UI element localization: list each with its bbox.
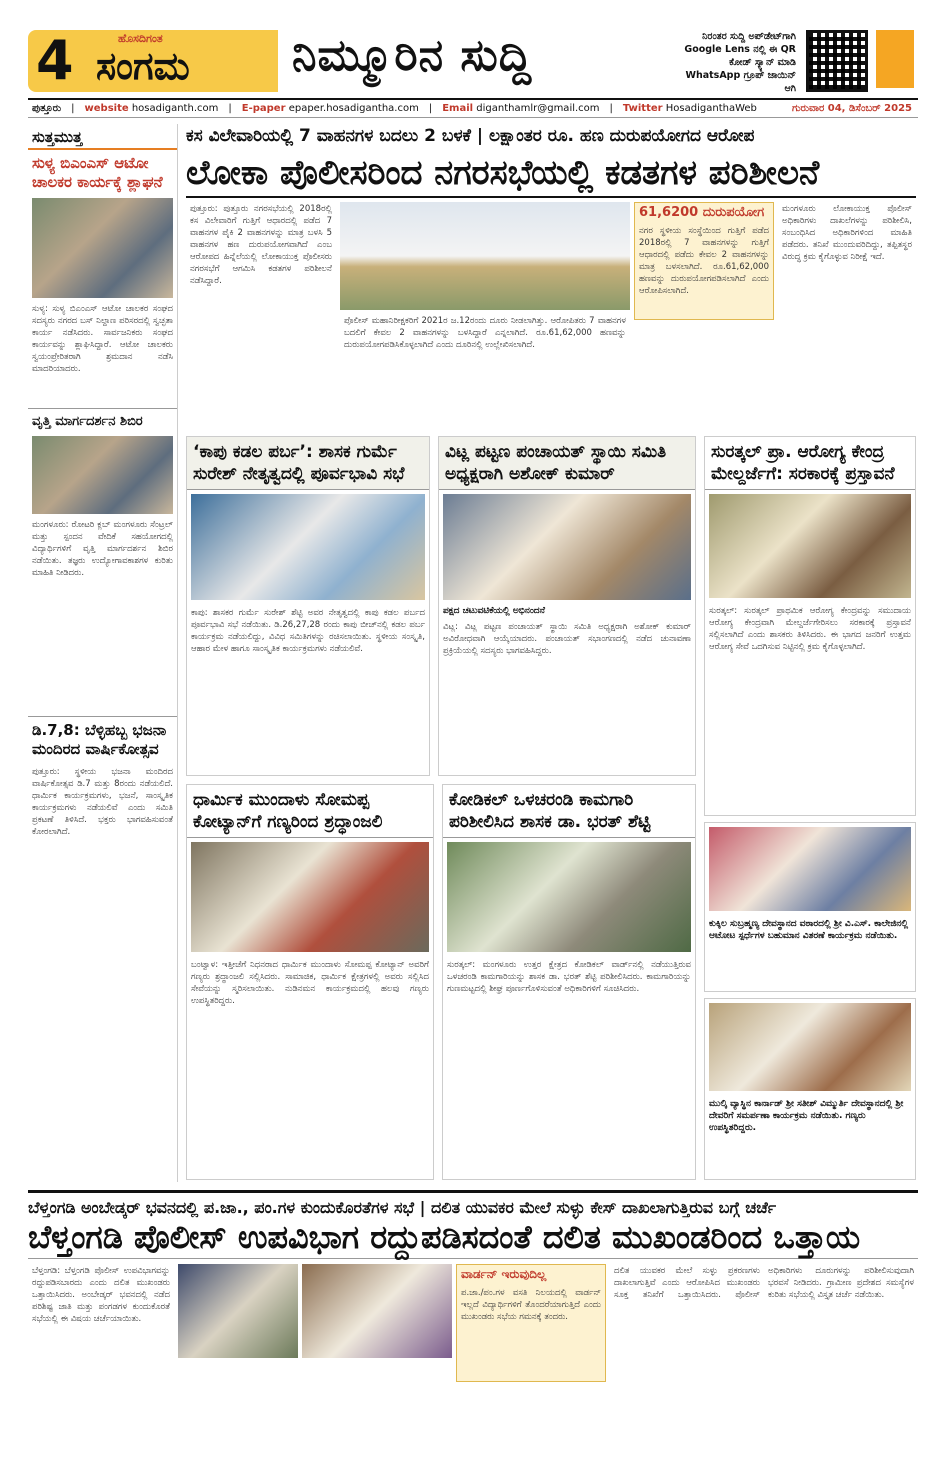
masthead bbox=[0, 0, 945, 96]
lead-highlight-figure: 61,6200 ದುರುಪಯೋಗ bbox=[639, 205, 765, 220]
photo-story-2 bbox=[704, 998, 916, 1180]
epaper-label: E-paper bbox=[241, 103, 286, 114]
photo-story-2-caption: ಮುಲ್ಕಿ ವ್ಯಾಸ್ಥಿನ ಕಾರ್ನಾಡ್ ಶ್ರೀ ಸತೀಶ್ ವಿಮ್ಮುರ್ತಿ ದೇವಸ್ಥಾನದಲ್ಲಿ ಶ್ರೀ ದೇವರಿಗೆ ಸಮರ್ಪಣಾ ಕಾರ್ಯಕ್ರಮ ನಡೆಯಿತು. ಗಣ್ಯರು ಉಪಸ್ಥಿತರಿದ್ದರು. bbox=[709, 1099, 904, 1133]
left-story2-headline[interactable]: ವೃತ್ತಿ ಮಾರ್ಗದರ್ಶನ ಶಿಬಿರ bbox=[28, 408, 177, 434]
email-link[interactable]: diganthamlr@gmail.com bbox=[476, 103, 600, 114]
accent-bar bbox=[876, 30, 914, 88]
left-story2-body: ಮಂಗಳೂರು: ರೋಟರಿ ಕ್ಲಬ್ ಮಂಗಳೂರು ಸೆಂಟ್ರಲ್ ಮತ್ತು ಸ್ಪಂದನ ವೇದಿಕೆ ಸಹಯೋಗದಲ್ಲಿ ವಿದ್ಯಾರ್ಥಿಗಳಿಗೆ ವೃತ್ತಿ ಮಾರ್ಗದರ್ಶನ ಶಿಬಿರ ನಡೆಯಿತು. ತಜ್ಞರು ಉದ್ಯೋಗಾವಕಾಶಗಳ ಕುರಿತು ಮಾಹಿತಿ ನೀಡಿದರು. bbox=[32, 520, 173, 578]
vitla-body: ವಿಟ್ಲ: ವಿಟ್ಲ ಪಟ್ಟಣ ಪಂಚಾಯತ್ ಸ್ಥಾಯಿ ಸಮಿತಿ ಅಧ್ಯಕ್ಷರಾಗಿ ಅಶೋಕ್ ಕುಮಾರ್ ಅವಿರೋಧವಾಗಿ ಆಯ್ಕೆಯಾದರು. ಪಂಚಾಯತ್ ಸಭಾಂಗಣದಲ್ಲಿ ನಡೆದ ಚುನಾವಣಾ ಪ್ರಕ್ರಿಯೆಯಲ್ಲಿ ಸದಸ್ಯರು ಭಾಗವಹಿಸಿದ್ದರು. bbox=[443, 622, 691, 656]
surathkal-story bbox=[704, 436, 916, 816]
left-story3-body: ಪುತ್ತೂರು: ಸ್ಥಳೀಯ ಭಜನಾ ಮಂದಿರದ ವಾರ್ಷಿಕೋತ್ಸವ ಡಿ.7 ಮತ್ತು 8ರಂದು ನಡೆಯಲಿದೆ. ಧಾರ್ಮಿಕ ಕಾರ್ಯಕ್ರಮಗಳು, ಭಜನೆ, ಸಾಂಸ್ಕೃತಿಕ ಕಾರ್ಯಕ್ರಮಗಳು ನಡೆಯಲಿವೆ ಎಂದು ಸಮಿತಿ ಪ್ರಕಟಣೆ ತಿಳಿಸಿದೆ. ಭಕ್ತರು ಭಾಗವಹಿಸುವಂತೆ ಕೋರಲಾಗಿದೆ. bbox=[32, 767, 173, 837]
email-label: Email bbox=[442, 103, 474, 114]
qr-code-icon[interactable] bbox=[806, 30, 868, 92]
issue-date: ಗುರುವಾರ 04, ಡಿಸೆಂಬರ್ 2025 bbox=[791, 103, 912, 114]
page-number: 4 bbox=[36, 29, 74, 92]
bottom-body-1: ಬೆಳ್ತಂಗಡಿ: ಬೆಳ್ತಂಗಡಿ ಪೊಲೀಸ್ ಉಪವಿಭಾಗವನ್ನು ರದ್ದುಪಡಿಸಬಾರದು ಎಂದು ದಲಿತ ಮುಖಂಡರು ಒತ್ತಾಯಿಸಿದರು. ಅಂಬೇಡ್ಕರ್ ಭವನದಲ್ಲಿ ನಡೆದ ಪರಿಶಿಷ್ಟ ಜಾತಿ ಮತ್ತು ಪಂಗಡಗಳ ಕುಂದುಕೊರತೆ ಸಭೆಯಲ್ಲಿ ಈ ವಿಷಯ ಚರ್ಚೆಯಾಯಿತು. bbox=[32, 1266, 170, 1324]
brand-name: ಹೊಸದಿಗಂತ bbox=[118, 32, 163, 45]
website-link[interactable]: hosadiganth.com bbox=[131, 103, 219, 114]
vitla-photo bbox=[443, 494, 691, 600]
photo-story-1 bbox=[704, 822, 916, 992]
left-story2-photo bbox=[32, 436, 173, 514]
left-story3-headline[interactable]: ಡಿ.7,8: ಬೆಳ್ಳಿಹಬ್ಬ ಭಜನಾ ಮಂದಿರದ ವಾರ್ಷಿಕೋತ್ಸವ bbox=[28, 716, 177, 763]
warden-body: ಪ.ಜಾ./ಪಂ.ಗಳ ವಸತಿ ನಿಲಯದಲ್ಲಿ ವಾರ್ಡನ್ ಇಲ್ಲದೆ ವಿದ್ಯಾರ್ಥಿಗಳಿಗೆ ತೊಂದರೆಯಾಗುತ್ತಿದೆ ಎಂದು ಮುಖಂಡರು ಸಭೆಯ ಗಮನಕ್ಕೆ ತಂದರು. bbox=[461, 1288, 601, 1322]
bottom-headline[interactable]: ಬೆಳ್ತಂಗಡಿ ಪೊಲೀಸ್ ಉಪವಿಭಾಗ ರದ್ದುಪಡಿಸದಂತೆ ದಲಿತ ಮುಖಂಡರಿಂದ ಒತ್ತಾಯ bbox=[28, 1216, 918, 1259]
twitter-link[interactable]: HosadiganthaWeb bbox=[665, 103, 757, 114]
twitter-label: Twitter bbox=[622, 103, 663, 114]
section-title: ಸಂಗಮ bbox=[96, 44, 190, 88]
vitla-story bbox=[438, 436, 696, 776]
left-story1-photo bbox=[32, 198, 173, 298]
kapu-body: ಕಾಪು: ಶಾಸಕರ ಗುರ್ಮೆ ಸುರೇಶ್ ಶೆಟ್ಟಿ ಅವರ ನೇತೃತ್ವದಲ್ಲಿ ಕಾಪು ಕಡಲ ಪರ್ಬದ ಪೂರ್ವಭಾವಿ ಸಭೆ ನಡೆಯಿತು. ಡಿ.26,27,28 ರಂದು ಕಾಪು ಬೀಚ್‌ನಲ್ಲಿ ಕಡಲ ಪರ್ಬ ಕಾರ್ಯಕ್ರಮ ನಡೆಯಲಿದ್ದು, ವಿವಿಧ ಸಮಿತಿಗಳನ್ನು ರಚಿಸಲಾಯಿತು. ಸ್ಥಳೀಯ ಸಂಸ್ಕೃತಿ, ಆಹಾರ ಮೇಳ ಹಾಗೂ ಸಾಂಸ್ಕೃತಿಕ ಕಾರ್ಯಕ್ರಮಗಳು ನಡೆಯಲಿವೆ. bbox=[191, 608, 425, 654]
epaper-link[interactable]: epaper.hosadigantha.com bbox=[288, 103, 419, 114]
bottom-story bbox=[28, 1262, 918, 1452]
vitla-headline[interactable]: ವಿಟ್ಲ ಪಟ್ಟಣ ಪಂಚಾಯತ್ ಸ್ಥಾಯಿ ಸಮಿತಿ ಅಧ್ಯಕ್ಷರಾಗಿ ಅಶೋಕ್ ಕುಮಾರ್ bbox=[439, 437, 695, 490]
lead-body-left: ಪುತ್ತೂರು: ಪುತ್ತೂರು ನಗರಸಭೆಯಲ್ಲಿ 2018ರಲ್ಲಿ ಕಸ ವಿಲೇವಾರಿಗೆ ಗುತ್ತಿಗೆ ಆಧಾರದಲ್ಲಿ ಪಡೆದ 7 ವಾಹನಗಳ ಪೈಕಿ 2 ವಾಹನಗಳನ್ನು ಮಾತ್ರ ಬಳಸಿ 5 ವಾಹನಗಳ ಹಣ ದುರುಪಯೋಗವಾಗಿದೆ ಎಂಬ ಆರೋಪದ ಹಿನ್ನೆಲೆಯಲ್ಲಿ ಲೋಕಾಯುಕ್ತ ಪೊಲೀಸರು ನಗರಸಭೆಗೆ ಆಗಮಿಸಿ ಕಡತಗಳ ಪರಿಶೀಲನೆ ನಡೆಸಿದ್ದಾರೆ. bbox=[190, 204, 332, 286]
lead-story bbox=[186, 200, 916, 432]
lead-headline[interactable]: ಲೋಕಾ ಪೊಲೀಸರಿಂದ ನಗರಸಭೆಯಲ್ಲಿ ಕಡತಗಳ ಪರಿಶೀಲನೆ bbox=[186, 150, 916, 198]
lead-highlight-box bbox=[634, 202, 774, 320]
left-story1-body: ಸುಳ್ಯ: ಸುಳ್ಯ ಬಿಎಂಎಸ್ ಆಟೋ ಚಾಲಕರ ಸಂಘದ ಸದಸ್ಯರು ನಗರದ ಬಸ್ ನಿಲ್ದಾಣ ಪರಿಸರದಲ್ಲಿ ಸ್ವಚ್ಛತಾ ಕಾರ್ಯ ನಡೆಸಿದರು. ಸಾರ್ವಜನಿಕರು ಸಂಘದ ಕಾರ್ಯವನ್ನು ಶ್ಲಾಘಿಸಿದ್ದಾರೆ. ಆಟೋ ಚಾಲಕರು ಸ್ವಯಂಪ್ರೇರಿತರಾಗಿ ಶ್ರಮದಾನ ನಡೆಸಿ ಮಾದರಿಯಾದರು. bbox=[32, 304, 173, 374]
photo-story-1-image bbox=[709, 827, 911, 911]
kapu-headline[interactable]: ‘ಕಾಪು ಕಡಲ ಪರ್ಬ’: ಶಾಸಕ ಗುರ್ಮೆ ಸುರೇಶ್ ನೇತೃತ್ವದಲ್ಲಿ ಪೂರ್ವಭಾವಿ ಸಭೆ bbox=[187, 437, 429, 490]
vitla-subhead: ಪಕ್ಷದ ಚಟುವಟಿಕೆಯಲ್ಲಿ ಅಭಿನಂದನೆ bbox=[443, 606, 545, 616]
kapu-photo bbox=[191, 494, 425, 600]
column-title: ಸುತ್ತಮುತ್ತ bbox=[28, 124, 177, 150]
kapu-story bbox=[186, 436, 430, 776]
qr-instructions: ನಿರಂತರ ಸುದ್ದಿ ಅಪ್‌ಡೇಟ್‌ಗಾಗಿ Google Lens ನಲ್ಲಿ ಈ QR ಕೋಡ್ ಸ್ಕ್ಯಾನ್ ಮಾಡಿ WhatsApp ಗ್ರೂಪ್ ಜಾಯಿನ್ ಆಗಿ bbox=[684, 31, 796, 94]
photo-story-2-image bbox=[709, 1003, 911, 1091]
lead-highlight-text: ನಗರ ಸ್ಥಳೀಯ ಸಂಸ್ಥೆಯಿಂದ ಗುತ್ತಿಗೆ ಪಡೆದ 2018ರಲ್ಲಿ 7 ವಾಹನಗಳನ್ನು ಗುತ್ತಿಗೆ ಆಧಾರದಲ್ಲಿ ಪಡೆದು ಕೇವಲ 2 ವಾಹನಗಳನ್ನು ಮಾತ್ರ ಬಳಸಲಾಗಿದೆ. ರೂ.61,62,000 ಹಣವನ್ನು ದುರುಪಯೋಗಪಡಿಸಲಾಗಿದೆ ಎಂದು ಆರೋಪಿಸಲಾಗಿದೆ. bbox=[639, 226, 769, 296]
photo-story-1-caption: ಕುಕ್ಕಿಲ ಸುಬ್ರಹ್ಮಣ್ಯ ದೇವಸ್ಥಾನದ ವಠಾರದಲ್ಲಿ ಶ್ರೀ ವಿ.ಎಸ್. ಕಾಲೇಜಿನಲ್ಲಿ ಆಟೋಟ ಸ್ಪರ್ಧೆಗಳ ಬಹುಮಾನ ವಿತರಣೆ ಕಾರ್ಯಕ್ರಮ ನಡೆಯಿತು. bbox=[709, 919, 909, 941]
left-story1-headline[interactable]: ಸುಳ್ಯ ಬಿಎಂಎಸ್ ಆಟೋ ಚಾಲಕರ ಕಾರ್ಯಕ್ಕೆ ಶ್ಲಾಘನೆ bbox=[32, 154, 163, 191]
surathkal-photo bbox=[709, 494, 911, 598]
info-bar: ಪುತ್ತೂರು | website hosadiganth.com | E-paper epaper.hosadigantha.com | Email diganthamlr@gmail.com | Twitter HosadiganthaWeb ಗುರುವಾರ 04, ಡಿಸೆಂಬರ್ 2025 bbox=[28, 98, 918, 118]
somappa-body: ಬಂಟ್ವಾಳ: ಇತ್ತೀಚೆಗೆ ನಿಧನರಾದ ಧಾರ್ಮಿಕ ಮುಂದಾಳು ಸೋಮಪ್ಪ ಕೋಟ್ಯಾನ್ ಅವರಿಗೆ ಗಣ್ಯರು ಶ್ರದ್ಧಾಂಜಲಿ ಸಲ್ಲಿಸಿದರು. ಸಾಮಾಜಿಕ, ಧಾರ್ಮಿಕ ಕ್ಷೇತ್ರಗಳಲ್ಲಿ ಅವರು ಸಲ್ಲಿಸಿದ ಸೇವೆಯನ್ನು ಸ್ಮರಿಸಲಾಯಿತು. ನುಡಿನಮನ ಕಾರ್ಯಕ್ರಮದಲ್ಲಿ ಹಲವು ಗಣ್ಯರು ಉಪಸ್ಥಿತರಿದ್ದರು. bbox=[191, 960, 429, 1006]
somappa-story bbox=[186, 784, 434, 1180]
bottom-kicker: ಬೆಳ್ತಂಗಡಿ ಅಂಬೇಡ್ಕರ್ ಭವನದಲ್ಲಿ ಪ.ಜಾ., ಪಂ.ಗಳ ಕುಂದುಕೊರತೆಗಳ ಸಭೆ | ದಲಿತ ಯುವಕರ ಮೇಲೆ ಸುಳ್ಳು ಕೇಸ್ ದಾಖಲಾಗುತ್ತಿರುವ ಬಗ್ಗೆ ಚರ್ಚೆ bbox=[28, 1190, 918, 1219]
lead-photo bbox=[340, 202, 630, 310]
kodikal-body: ಸುರತ್ಕಲ್: ಮಂಗಳೂರು ಉತ್ತರ ಕ್ಷೇತ್ರದ ಕೋಡಿಕಲ್ ವಾರ್ಡ್‌ನಲ್ಲಿ ನಡೆಯುತ್ತಿರುವ ಒಳಚರಂಡಿ ಕಾಮಗಾರಿಯನ್ನು ಶಾಸಕ ಡಾ. ಭರತ್ ಶೆಟ್ಟಿ ಪರಿಶೀಲಿಸಿದರು. ಕಾಮಗಾರಿಯನ್ನು ಗುಣಮಟ್ಟದಲ್ಲಿ ಶೀಘ್ರ ಪೂರ್ಣಗೊಳಿಸುವಂತೆ ಅಧಿಕಾರಿಗಳಿಗೆ ಸೂಚಿಸಿದರು. bbox=[447, 960, 691, 994]
warden-box bbox=[456, 1264, 606, 1382]
warden-title: ವಾರ್ಡನ್ ಇರುವುದಿಲ್ಲ bbox=[461, 1267, 547, 1281]
surathkal-headline[interactable]: ಸುರತ್ಕಲ್ ಪ್ರಾ. ಆರೋಗ್ಯ ಕೇಂದ್ರ ಮೇಲ್ದರ್ಜೆಗೆ: ಸರಕಾರಕ್ಕೆ ಪ್ರಸ್ತಾವನೆ bbox=[705, 437, 915, 490]
bottom-photo-1 bbox=[178, 1264, 298, 1358]
somappa-headline[interactable]: ಧಾರ್ಮಿಕ ಮುಂದಾಳು ಸೋಮಪ್ಪ ಕೋಟ್ಯಾನ್‌ಗೆ ಗಣ್ಯರಿಂದ ಶ್ರದ್ಧಾಂಜಲಿ bbox=[187, 785, 433, 838]
left-column bbox=[28, 124, 178, 1182]
kodikal-story bbox=[442, 784, 696, 1180]
website-label: website bbox=[84, 103, 129, 114]
bottom-body-2: ದಲಿತ ಯುವಕರ ಮೇಲೆ ಸುಳ್ಳು ಪ್ರಕರಣಗಳು ದಾಖಲಾಗುತ್ತಿವೆ ಎಂದು ಆರೋಪಿಸಿದ ಮುಖಂಡರು ಸೂಕ್ತ ತನಿಖೆಗೆ ಒತ್ತಾಯಿಸಿದರು. ಪೊಲೀಸ್ ಅಧಿಕಾರಿಗಳು ದೂರುಗಳನ್ನು ಪರಿಶೀಲಿಸುವುದಾಗಿ ಭರವಸೆ ನೀಡಿದರು. ಗ್ರಾಮೀಣ ಪ್ರದೇಶದ ಸಮಸ್ಯೆಗಳ ಕುರಿತು ಸಭೆಯಲ್ಲಿ ವಿಸ್ತೃತ ಚರ್ಚೆ ನಡೆಯಿತು. bbox=[614, 1266, 914, 1300]
lead-body-right: ಮಂಗಳೂರು ಲೋಕಾಯುಕ್ತ ಪೊಲೀಸ್ ಅಧಿಕಾರಿಗಳು ದಾಖಲೆಗಳನ್ನು ಪರಿಶೀಲಿಸಿ, ಸಂಬಂಧಿಸಿದ ಅಧಿಕಾರಿಗಳಿಂದ ಮಾಹಿತಿ ಪಡೆದರು. ತನಿಖೆ ಮುಂದುವರಿದಿದ್ದು, ತಪ್ಪಿತಸ್ಥರ ವಿರುದ್ಧ ಕ್ರಮ ಕೈಗೊಳ್ಳುವ ನಿರೀಕ್ಷೆ ಇದೆ. bbox=[782, 204, 912, 262]
lead-body-mid: ಪೊಲೀಸ್ ಮಹಾನಿರೀಕ್ಷಕರಿಗೆ 2021ರ ಜ.12ರಂದು ದೂರು ನೀಡಲಾಗಿತ್ತು. ಆರೋಪಿತರು 7 ವಾಹನಗಳ ಬದಲಿಗೆ ಕೇವಲ 2 ವಾಹನಗಳನ್ನು ಬಳಸಿದ್ದಾರೆ ಎನ್ನಲಾಗಿದೆ. ರೂ.61,62,000 ಹಣವನ್ನು ದುರುಪಯೋಗಪಡಿಸಿಕೊಳ್ಳಲಾಗಿದೆ ಎಂದು ದೂರಿನಲ್ಲಿ ಉಲ್ಲೇಖಿಸಲಾಗಿದೆ. bbox=[344, 316, 626, 350]
surathkal-body: ಸುರತ್ಕಲ್: ಸುರತ್ಕಲ್ ಪ್ರಾಥಮಿಕ ಆರೋಗ್ಯ ಕೇಂದ್ರವನ್ನು ಸಮುದಾಯ ಆರೋಗ್ಯ ಕೇಂದ್ರವಾಗಿ ಮೇಲ್ದರ್ಜೆಗೇರಿಸಲು ಸರಕಾರಕ್ಕೆ ಪ್ರಸ್ತಾವನೆ ಸಲ್ಲಿಸಲಾಗಿದೆ ಎಂದು ಶಾಸಕರು ತಿಳಿಸಿದರು. ಈ ಭಾಗದ ಜನರಿಗೆ ಉತ್ತಮ ಆರೋಗ್ಯ ಸೇವೆ ಒದಗಿಸುವ ನಿಟ್ಟಿನಲ್ಲಿ ಕ್ರಮ ಕೈಗೊಳ್ಳಲಾಗಿದೆ. bbox=[709, 606, 911, 652]
city-label: ಪುತ್ತೂರು bbox=[32, 103, 62, 114]
kodikal-headline[interactable]: ಕೋಡಿಕಲ್ ಒಳಚರಂಡಿ ಕಾಮಗಾರಿ ಪರಿಶೀಲಿಸಿದ ಶಾಸಕ ಡಾ. ಭರತ್ ಶೆಟ್ಟಿ bbox=[443, 785, 695, 838]
local-news-title: ನಿಮ್ಮೂರಿನ ಸುದ್ದಿ bbox=[292, 30, 533, 81]
bottom-photo-2 bbox=[302, 1264, 452, 1358]
somappa-photo bbox=[191, 842, 429, 952]
lead-kicker: ಕಸ ವಿಲೇವಾರಿಯಲ್ಲಿ 7 ವಾಹನಗಳ ಬದಲು 2 ಬಳಕೆ | ಲಕ್ಷಾಂತರ ರೂ. ಹಣ ದುರುಪಯೋಗದ ಆರೋಪ bbox=[186, 126, 755, 146]
kodikal-photo bbox=[447, 842, 691, 952]
